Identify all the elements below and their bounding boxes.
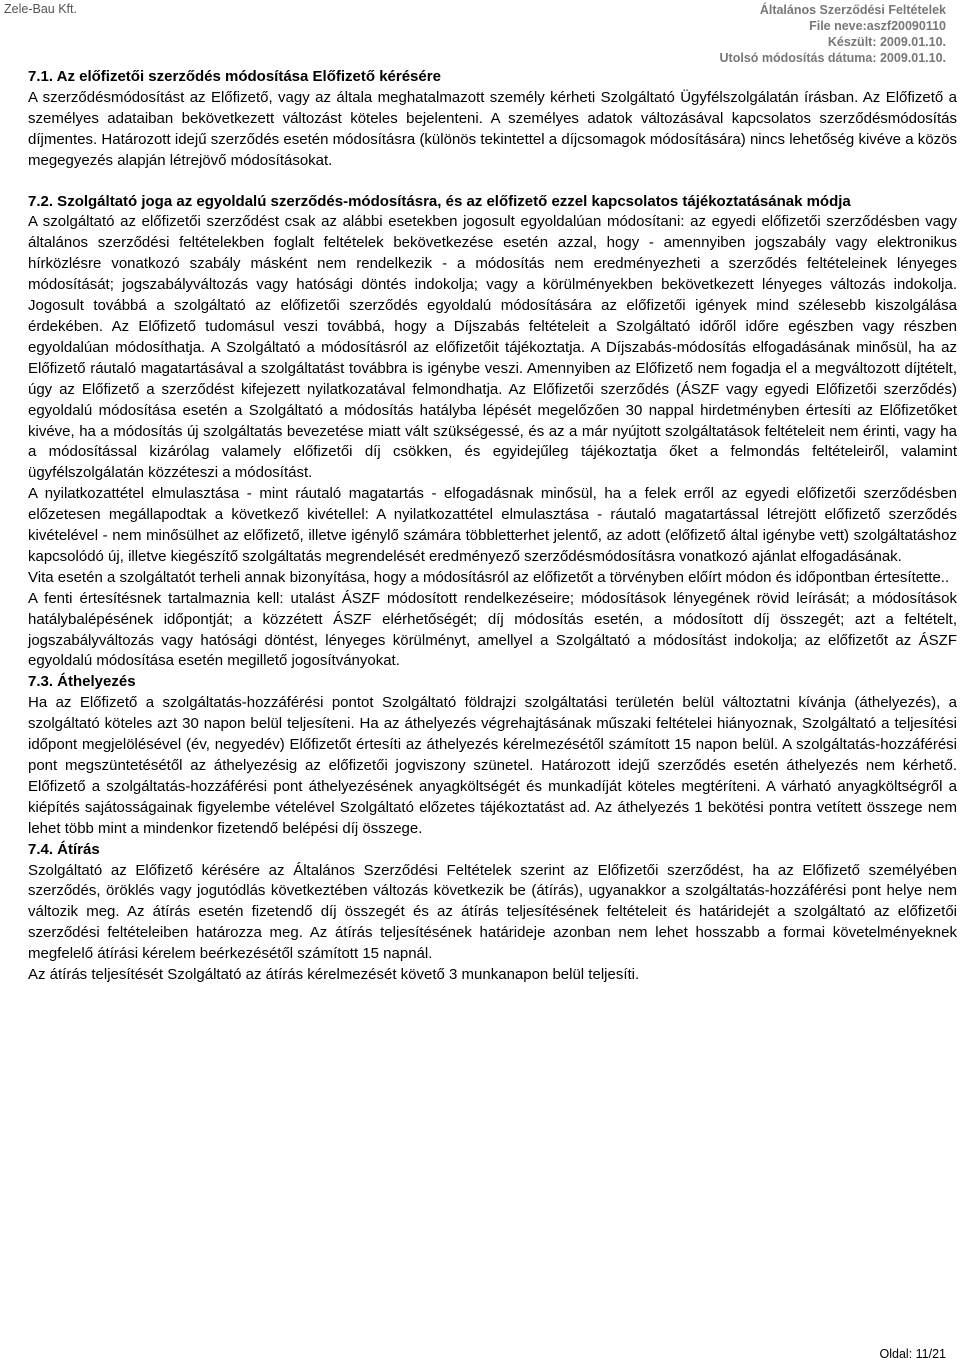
document-body: [28, 67, 957, 986]
file-name: File neve:aszf20090110: [809, 19, 946, 33]
section-text-7-2-p4: A fenti értesítésnek tartalmaznia kell: utalást ÁSZF módosított rendelkezéseire; módosítások lényegének rövid leírását; a módosítások hatálybalépésének időpontját; a közzétett ÁSZF elérhetőségét; díj módosítás esetén, a módosított díj összegét; azt a feltételt, jogszabályváltozás vagy hatósági döntést, lényeges körülményt, amellyel a Szolgáltató a módosítást indokolja; az előfizetőt az ÁSZF egyoldalú módosítása esetén megillető jogosítványokat.: [28, 589, 957, 670]
section-text-7-4-p1: Szolgáltató az Előfizető kérésére az Általános Szerződési Feltételek szerint az Előfizetői szerződést, ha az Előfizető személyében szerződés, öröklés vagy jogutódlás következtében változás következik be (átírás), ugyanakkor a szolgáltatás-hozzáférési pont helye nem változik meg. Az átírás esetén fizetendő díj összegét és az átírás teljesítésének feltételeit és határidejét a szolgáltató az előfizetői szerződési feltételeiben határozza meg. Az átírás teljesítésének határideje azonban nem lehet hosszabb a formai követelményeknek megfelelő átírási kérelem beérkezésétől számított 15 napnál.: [28, 861, 957, 963]
page-number: Oldal: 11/21: [879, 1347, 946, 1361]
section-text-7-2-p3: Vita esetén a szolgáltatót terheli annak bizonyítása, hogy a módosításról az előfizetőt a törvényben előírt módon és időpontban értesítette..: [28, 568, 950, 586]
section-text-7-2-p2: A nyilatkozattétel elmulasztása - mint ráutaló magatartás - elfogadásnak minősül, ha a felek erről az egyedi előfizetői szerződésben előzetesen megállapodtak a következő kivétellel: A nyilatkozattétel elmulasztása - ráutaló magatartással létrejött előfizető szerződés kivételével - nem minősülhet az előfizető, illetve igénylő számára többletterhet jelentő, az adott (előfizető által igénybe vett) szolgáltatáshoz kapcsolódó új, illetve kiegészítő szolgáltatás megrendelését eredményező szerződésmódosításra vonatkozó ajánlat elfogadásának.: [28, 485, 957, 565]
modified-date: Utolsó módosítás dátuma: 2009.01.10.: [719, 51, 946, 65]
section-heading-7-1: 7.1. Az előfizetői szerződés módosítása Előfizető kérésére: [28, 68, 441, 85]
document-meta: [720, 2, 946, 66]
section-heading-7-3: 7.3. Áthelyezés: [28, 673, 136, 691]
section-heading-7-2: 7.2. Szolgáltató joga az egyoldalú szerződés-módosításra, és az előfizető ezzel kapcsolatos tájékoztatásának módja: [28, 192, 851, 210]
created-date: Készült: 2009.01.10.: [827, 35, 946, 49]
section-heading-7-4: 7.4. Átírás: [28, 840, 100, 858]
section-text-7-2-p1: A szolgáltató az előfizetői szerződést csak az alábbi esetekben jogosult egyoldalúan módosítani: az egyedi előfizetői szerződésben vagy általános szerződési feltételekben foglalt feltételek bekövetkezése esetén azzal, hogy - amennyiben jogszabály vagy elektronikus hírközlésre vonatkozó szabály másként nem rendelkezik - a módosítás nem eredményezheti a szerződés feltételeinek lényeges módosítását; jogszabályváltozás vagy hatósági döntés indokolja; vagy a körülményekben bekövetkezett lényeges változás indokolja. Jogosult továbbá a szolgáltató az előfizetői szerződés egyoldalú módosítására az előfizetői igények mind szélesebb kiszolgálása érdekében. Az Előfizető tudomásul veszi továbbá, hogy a Díjszabás feltételeit a Szolgáltató időről időre egészben vagy részben egyoldalúan módosíthatja. A Szolgáltató a módosításról az előfizetőit tájékoztatja. A Díjszabás-módosítás elfogadásának minősül, ha az Előfizető ráutaló magatartásával a szolgáltatást továbbra is igénybe veszi. Amennyiben az Előfizető nem fogadja el a megváltozott díjtételt, úgy az Előfizető a szerződést kifejezett nyilatkozatával felmondhatja. Az Előfizetői szerződés (ÁSZF vagy egyedi Előfizetői szerződés) egyoldalú módosítása esetén a Szolgáltató a módosítás hatályba lépését megelőzően 30 nappal hirdetményben értesíti az Előfizetőket kivéve, ha a módosítás új szolgáltatás bevezetése miatt vált szükségessé, és az a már nyújtott szolgáltatások feltételeit nem érinti, vagy ha a módosítással kizárólag valamely előfizetői díj csökken, és egyidejűleg tájékoztatja őket a felmondás feltételeiről, valamint ügyfélszolgálatán közzéteszi a módosítást.: [28, 213, 957, 482]
doc-title: Általános Szerződési Feltételek: [759, 3, 946, 17]
company-name: Zele-Bau Kft.: [4, 2, 77, 16]
section-text-7-1: A szerződésmódosítást az Előfizető, vagy az általa meghatalmazott személy kérheti Szolgáltató Ügyfélszolgálatán írásban. Az Előfizető a személyes adataiban bekövetkezett változást köteles bejelenteni. A személyes adatok változásával kapcsolatos szerződésmódosítás díjmentes. Határozott idejű szerződés esetén módosításra (különös tekintettel a díjcsomagok módosítására) nincs lehetőség kivéve a közös megegyezés alapján létrejövő módosításokat.: [28, 88, 957, 169]
section-text-7-4-p2: Az átírás teljesítését Szolgáltató az átírás kérelmezését követő 3 munkanapon belül teljesíti.: [28, 966, 640, 984]
section-text-7-3: Ha az Előfizető a szolgáltatás-hozzáférési pontot Szolgáltató földrajzi szolgáltatási területén belül változtatni kívánja (áthelyezés), a szolgáltató köteles azt 30 napon belül teljesíteni. Ha az áthelyezés végrehajtásának műszaki feltételei hiányoznak, Szolgáltató a teljesítési időpont megjelölésével (év, negyedév) Előfizetőt értesíti az áthelyezés kérelmezésétől számított 15 napon belül. A szolgáltatás-hozzáférési pont megszüntetésétől az áthelyezésig az előfizetői jogviszony szünetel. Határozott idejű szerződés esetén áthelyezés nem kérhető. Előfizető a szolgáltatás-hozzáférési pont áthelyezésének anyagköltségét és munkadíját köteles megtéríteni. A várható anyagköltségről a kiépítés sajátosságainak figyelembe vételével Szolgáltató előzetes tájékoztatást ad. Az áthelyezés 1 bekötési pontra vetített összege nem lehet több mint a mindenkor fizetendő belépési díj összege.: [28, 694, 957, 837]
